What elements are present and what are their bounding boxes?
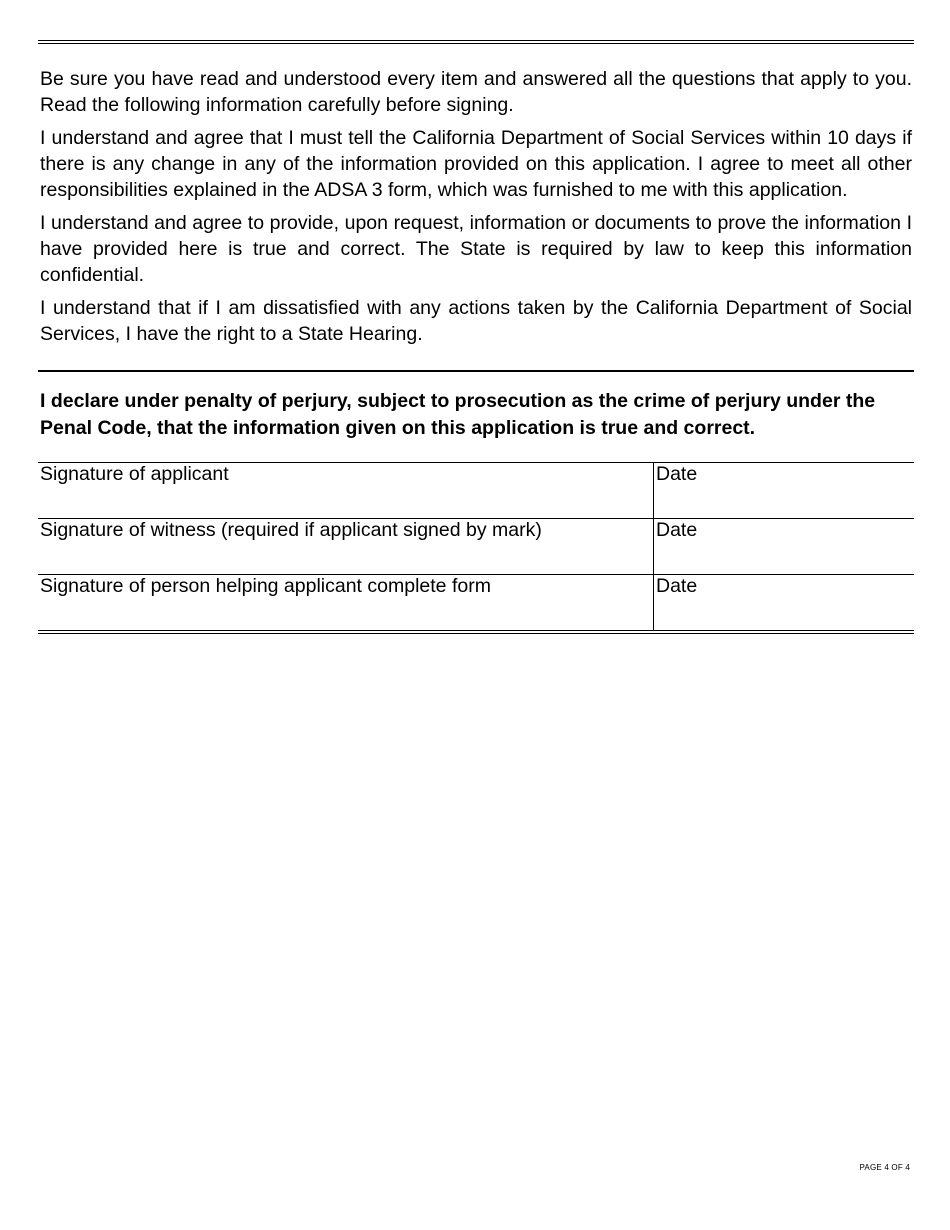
date-label: Date xyxy=(656,519,698,541)
date-label: Date xyxy=(656,463,698,485)
instruction-paragraph: Be sure you have read and understood every item and answered all the questions that apply to you. Read the following information carefully before signing. xyxy=(40,68,912,116)
applicant-date-field[interactable] xyxy=(654,463,915,519)
witness-signature-field[interactable] xyxy=(38,519,654,575)
bottom-double-rule xyxy=(38,630,914,634)
signature-row-applicant xyxy=(38,463,914,519)
form-page xyxy=(38,40,914,634)
signature-row-witness xyxy=(38,519,914,575)
section-divider xyxy=(38,370,914,372)
instruction-paragraph: I understand that if I am dissatisfied with any actions taken by the California Department of Social Services, I have the right to a State Hearing. xyxy=(40,297,912,345)
instructions-section xyxy=(38,44,914,347)
signature-label: Signature of witness (required if applicant signed by mark) xyxy=(40,519,542,541)
date-label: Date xyxy=(656,575,698,597)
signature-label: Signature of person helping applicant complete form xyxy=(40,575,491,597)
helper-date-field[interactable] xyxy=(654,575,915,631)
signature-row-helper xyxy=(38,575,914,631)
witness-date-field[interactable] xyxy=(654,519,915,575)
helper-signature-field[interactable] xyxy=(38,575,654,631)
instruction-paragraph: I understand and agree to provide, upon request, information or documents to prove the information I have provided here is true and correct. The State is required by law to keep this information confidential. xyxy=(40,212,912,286)
perjury-declaration: I declare under penalty of perjury, subject to prosecution as the crime of perjury under the Penal Code, that the information given on this application is true and correct. xyxy=(40,390,876,439)
signature-label: Signature of applicant xyxy=(40,463,229,485)
page-number: PAGE 4 OF 4 xyxy=(859,1163,910,1172)
signature-table xyxy=(38,462,914,630)
instruction-paragraph: I understand and agree that I must tell the California Department of Social Services within 10 days if there is any change in any of the information provided on this application. I agree to meet all other responsibilities explained in the ADSA 3 form, which was furnished to me with this application. xyxy=(40,127,912,201)
applicant-signature-field[interactable] xyxy=(38,463,654,519)
